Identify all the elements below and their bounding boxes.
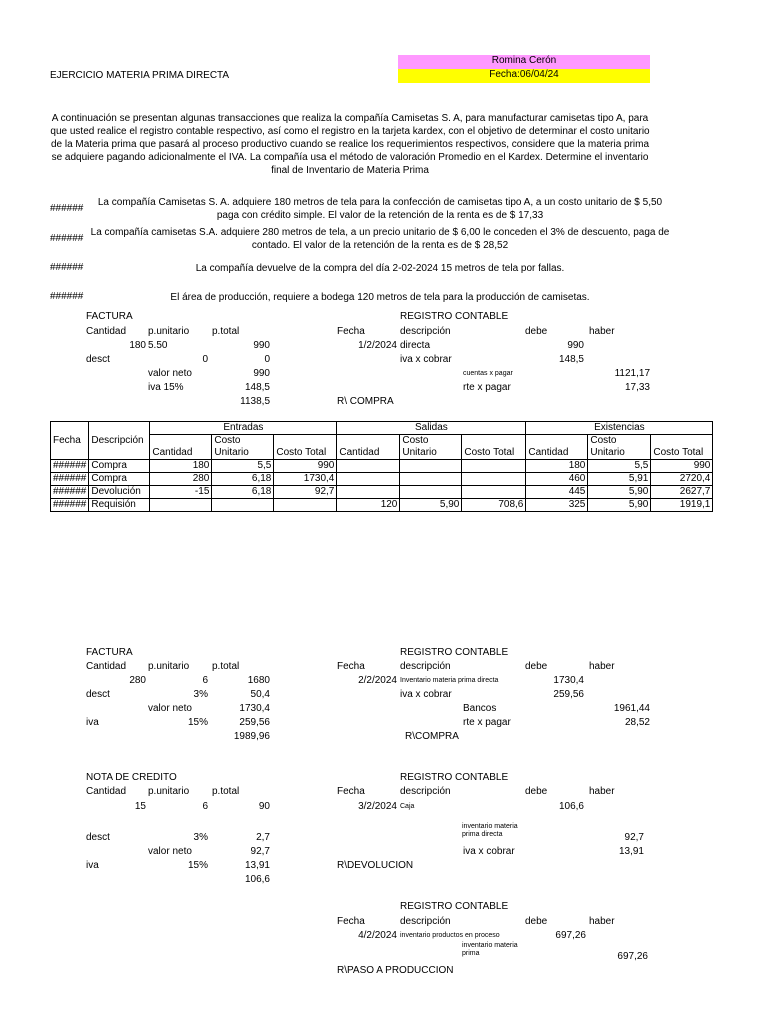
col-cantidad: Cantidad — [86, 786, 127, 797]
col-fecha: Fecha — [337, 916, 365, 927]
col-haber: haber — [589, 326, 615, 337]
col-descripcion: descripción — [400, 661, 451, 672]
registro-haber: 28,52 — [624, 717, 650, 728]
iva-label: iva — [86, 860, 99, 871]
registro-debe: 697,26 — [555, 930, 586, 941]
col-debe: debe — [525, 916, 548, 927]
kardex-cell: ###### — [51, 473, 89, 486]
col-fecha: Fecha — [337, 786, 365, 797]
registro-note: R\PASO A PRODUCCION — [337, 965, 454, 976]
factura-unit: 6 — [202, 675, 208, 686]
neto-value: 1730,4 — [239, 703, 270, 714]
table-row — [51, 473, 713, 486]
kardex-cell — [150, 499, 212, 512]
transaction-text: La compañía devuelve de la compra del día 2-02-2024 15 metros de tela por fallas. — [195, 263, 565, 274]
kardex-cell — [400, 486, 462, 499]
kardex-header-cantidad: Cantidad — [526, 447, 588, 460]
kardex-header-cantidad: Cantidad — [337, 447, 400, 460]
factura-qty: 280 — [129, 675, 146, 686]
kardex-cell: -15 — [150, 486, 212, 499]
kardex-cell: 2720,4 — [651, 473, 713, 486]
kardex-cell: 2627,7 — [651, 486, 713, 499]
kardex-cell: 5,5 — [588, 460, 651, 473]
transaction-date: ###### — [50, 262, 84, 273]
registro-haber: 1961,44 — [613, 703, 650, 714]
col-debe: debe — [525, 786, 548, 797]
nota-unit: 6 — [202, 801, 208, 812]
kardex-table — [50, 421, 713, 512]
registro-note: R\DEVOLUCION — [337, 860, 414, 871]
nota-qty: 15 — [134, 801, 146, 812]
kardex-cell: Compra — [89, 460, 150, 473]
neto-label: valor neto — [148, 846, 192, 857]
kardex-cell: 445 — [526, 486, 588, 499]
registro-line: iva x cobrar — [463, 846, 515, 857]
kardex-cell: Requisión — [89, 499, 150, 512]
intro-paragraph: A continuación se presentan algunas transacciones que realiza la compañía Camisetas S. A, para manufacturar camisetas tipo A, para que usted realice el registro contable respectivo, así como el registro en la tarjeta kardex, con el objetivo de determinar el costo unitario de la Materia prima que pasará al proceso productivo cuando se realice los requerimientos respectivos, considere que la materia prima se adquiere pagando adicionalmente el IVA. La compañía usa el método de valoración Promedio en el Kardex. Determine el inventario final de Inventario de Materia Prima — [50, 113, 650, 176]
kardex-header-cell — [651, 435, 713, 448]
registro-line: rte x pagar — [463, 382, 511, 393]
desc-label: desct — [86, 354, 110, 365]
kardex-header-existencias: Existencias — [526, 422, 713, 435]
registro-debe: 259,56 — [553, 689, 584, 700]
col-ptotal: p.total — [212, 661, 240, 672]
date-label: Fecha:06/04/24 — [398, 69, 650, 83]
col-descripcion: descripción — [400, 326, 451, 337]
nota-total: 90 — [258, 801, 270, 812]
table-row — [51, 499, 713, 512]
registro-date: 3/2/2024 — [358, 801, 397, 812]
desc-pct: 3% — [193, 832, 208, 843]
kardex-header-costo: Costo — [212, 435, 274, 448]
col-cantidad: Cantidad — [86, 326, 127, 337]
kardex-cell: 280 — [150, 473, 212, 486]
iva-label: iva 15% — [148, 382, 184, 393]
desc-label: desct — [86, 832, 110, 843]
kardex-cell — [337, 473, 400, 486]
kardex-cell: 180 — [150, 460, 212, 473]
registro-title: REGISTRO CONTABLE — [400, 647, 509, 658]
registro-debe: 990 — [567, 340, 584, 351]
kardex-cell — [462, 473, 526, 486]
transaction-date: ###### — [50, 233, 84, 244]
transaction-text: El área de producción, requiere a bodega 120 metros de tela para la producción de camisetas. — [170, 292, 590, 303]
kardex-cell: 325 — [526, 499, 588, 512]
col-descripcion: descripción — [400, 786, 451, 797]
desc-pct: 0 — [202, 354, 208, 365]
kardex-header-unitario: Unitario — [400, 447, 462, 460]
col-ptotal: p.total — [212, 326, 240, 337]
registro-line: iva x cobrar — [400, 689, 452, 700]
kardex-cell: 460 — [526, 473, 588, 486]
kardex-cell — [337, 486, 400, 499]
grand-total: 106,6 — [244, 874, 270, 885]
kardex-header-salidas: Salidas — [337, 422, 526, 435]
kardex-cell: ###### — [51, 460, 89, 473]
registro-line: inventario materia prima directa — [462, 823, 518, 838]
registro-haber: 17,33 — [624, 382, 650, 393]
col-punitario: p.unitario — [148, 786, 190, 797]
kardex-header-costo: Costo — [588, 435, 651, 448]
col-descripcion: descripción — [400, 916, 451, 927]
kardex-cell: 6,18 — [212, 486, 274, 499]
kardex-cell: 1730,4 — [274, 473, 337, 486]
col-ptotal: p.total — [212, 786, 240, 797]
kardex-header-costo: Costo — [400, 435, 462, 448]
registro-debe: 106,6 — [558, 801, 584, 812]
col-punitario: p.unitario — [148, 326, 190, 337]
col-fecha: Fecha — [337, 661, 365, 672]
kardex-header-entradas: Entradas — [150, 422, 337, 435]
kardex-cell — [337, 460, 400, 473]
registro-title: REGISTRO CONTABLE — [400, 311, 509, 322]
kardex-cell: 6,18 — [212, 473, 274, 486]
page-title: EJERCICIO MATERIA PRIMA DIRECTA — [50, 70, 230, 81]
kardex-header-cell — [89, 447, 150, 460]
kardex-cell: 5,5 — [212, 460, 274, 473]
transaction-text: La compañía Camisetas S. A. adquiere 180 metros de tela para la confección de camisetas tipo A, a un costo unitario de $ 5,50 paga con crédito simple. El valor de la retención de la renta es de $ 17,33 — [97, 197, 663, 221]
kardex-cell: 5,90 — [588, 486, 651, 499]
registro-debe: 148,5 — [558, 354, 584, 365]
col-debe: debe — [525, 661, 548, 672]
kardex-header-unitario: Unitario — [212, 447, 274, 460]
desc-pct: 3% — [193, 689, 208, 700]
kardex-header-cell — [462, 435, 526, 448]
col-debe: debe — [525, 326, 548, 337]
transaction-date: ###### — [50, 203, 84, 214]
registro-line: Bancos — [463, 703, 497, 714]
kardex-header-cantidad: Cantidad — [150, 447, 212, 460]
col-haber: haber — [589, 661, 615, 672]
registro-note: R\ COMPRA — [337, 396, 394, 407]
kardex-header-desc-top — [89, 422, 150, 435]
author-name: Romina Cerón — [398, 55, 650, 69]
kardex-cell: Compra — [89, 473, 150, 486]
factura-qty: 180 — [129, 340, 146, 351]
registro-note: R\COMPRA — [405, 731, 459, 742]
neto-value: 92,7 — [250, 846, 270, 857]
registro-line: rte x pagar — [463, 717, 511, 728]
registro-haber: 697,26 — [617, 951, 648, 962]
col-haber: haber — [589, 786, 615, 797]
kardex-cell: 92,7 — [274, 486, 337, 499]
factura-unit: 5.50 — [148, 340, 168, 351]
kardex-cell — [400, 473, 462, 486]
registro-haber: 92,7 — [624, 832, 644, 843]
neto-label: valor neto — [148, 703, 192, 714]
grand-total: 1989,96 — [233, 731, 270, 742]
registro-line: Inventario materia prima directa — [400, 677, 499, 684]
grand-total: 1138,5 — [240, 396, 270, 407]
kardex-header-cell — [51, 447, 89, 460]
factura-title: FACTURA — [86, 311, 133, 322]
registro-date: 4/2/2024 — [358, 930, 397, 941]
desc-value: 2,7 — [256, 832, 270, 843]
kardex-cell: 990 — [651, 460, 713, 473]
registro-line: cuentas x pagar — [463, 370, 513, 377]
registro-title: REGISTRO CONTABLE — [400, 901, 509, 912]
desc-label: desct — [86, 689, 110, 700]
registro-date: 1/2/2024 — [358, 340, 397, 351]
desc-value: 50,4 — [250, 689, 270, 700]
col-cantidad: Cantidad — [86, 661, 127, 672]
kardex-cell — [274, 499, 337, 512]
registro-debe: 1730,4 — [553, 675, 584, 686]
kardex-cell: 5,90 — [588, 499, 651, 512]
kardex-header-costo-total: Costo Total — [462, 447, 526, 460]
iva-pct: 15% — [187, 860, 208, 871]
registro-title: REGISTRO CONTABLE — [400, 772, 509, 783]
kardex-header-cell — [150, 435, 212, 448]
col-punitario: p.unitario — [148, 661, 190, 672]
nota-title: NOTA DE CREDITO — [86, 772, 177, 783]
kardex-cell — [462, 486, 526, 499]
iva-pct: 15% — [187, 717, 208, 728]
kardex-cell: 120 — [337, 499, 400, 512]
registro-haber: 13,91 — [618, 846, 644, 857]
iva-value: 13,91 — [244, 860, 270, 871]
kardex-header-costo-total: Costo Total — [274, 447, 337, 460]
kardex-cell: ###### — [51, 486, 89, 499]
table-row — [51, 460, 713, 473]
kardex-header-cell — [526, 435, 588, 448]
transaction-date: ###### — [50, 291, 84, 302]
registro-haber: 1121,17 — [614, 368, 650, 379]
kardex-header-cell — [337, 435, 400, 448]
registro-line: directa — [400, 340, 431, 351]
kardex-header-fecha: Fecha — [51, 435, 89, 448]
registro-line: inventario productos en proceso — [400, 932, 500, 939]
kardex-cell: 708,6 — [462, 499, 526, 512]
kardex-header-unitario: Unitario — [588, 447, 651, 460]
col-fecha: Fecha — [337, 326, 365, 337]
registro-line: Caja — [400, 803, 415, 810]
col-haber: haber — [589, 916, 615, 927]
factura-total: 1680 — [247, 675, 270, 686]
kardex-header-fecha-top — [51, 422, 89, 435]
registro-line: inventario materia prima — [462, 942, 518, 957]
kardex-cell: 5,90 — [400, 499, 462, 512]
table-row — [51, 486, 713, 499]
kardex-cell: 5,91 — [588, 473, 651, 486]
kardex-cell: 180 — [526, 460, 588, 473]
neto-value: 990 — [253, 368, 270, 379]
kardex-cell: 1919,1 — [651, 499, 713, 512]
kardex-cell — [212, 499, 274, 512]
iva-value: 259,56 — [239, 717, 270, 728]
kardex-cell: 990 — [274, 460, 337, 473]
kardex-cell: ###### — [51, 499, 89, 512]
factura-title: FACTURA — [86, 647, 133, 658]
kardex-cell — [400, 460, 462, 473]
transaction-text: La compañía camisetas S.A. adquiere 280 metros de tela, a un precio unitario de $ 6,00 le conceden el 3% de descuento, paga de contado. El valor de la retención de la renta es de $ 28,52 — [90, 227, 670, 251]
kardex-cell: Devolución — [89, 486, 150, 499]
factura-total: 990 — [253, 340, 270, 351]
desc-value: 0 — [264, 354, 270, 365]
kardex-header-cell — [274, 435, 337, 448]
kardex-header-costo-total: Costo Total — [651, 447, 713, 460]
kardex-header-descripcion: Descripción — [89, 435, 150, 448]
neto-label: valor neto — [148, 368, 192, 379]
registro-line: iva x cobrar — [400, 354, 452, 365]
registro-date: 2/2/2024 — [358, 675, 397, 686]
iva-value: 148,5 — [244, 382, 270, 393]
kardex-cell — [462, 460, 526, 473]
iva-label: iva — [86, 717, 99, 728]
